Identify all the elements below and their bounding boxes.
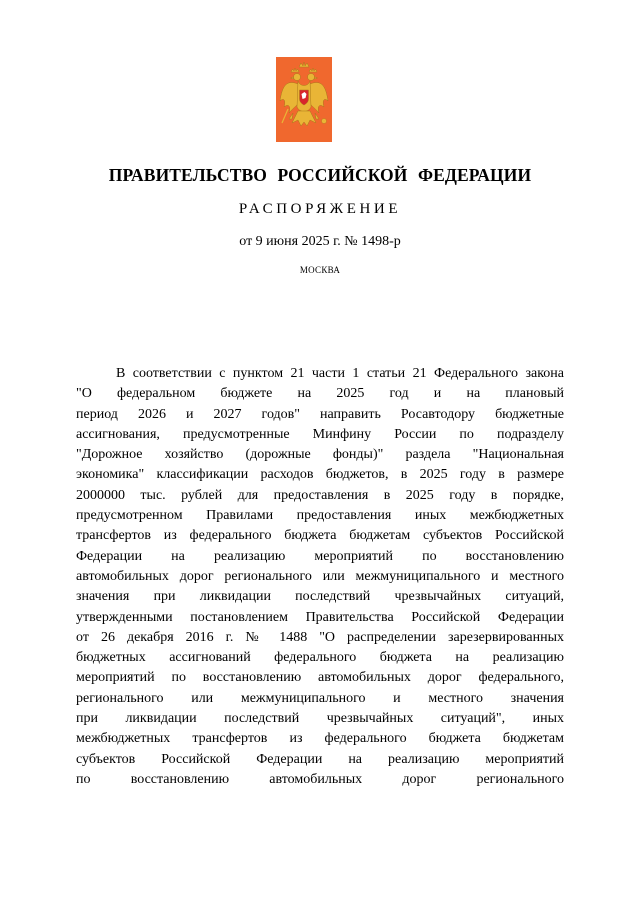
body-line: субъектов Российской Федерации на реализацию мероприятий xyxy=(76,751,564,767)
city-label: МОСКВА xyxy=(299,265,341,275)
body-line: предусмотренном Правилами предоставления иных межбюджетных xyxy=(76,508,564,524)
body-line: при ликвидации последствий чрезвычайных ситуаций", иных xyxy=(76,711,564,727)
coat-of-arms-icon xyxy=(276,57,332,142)
body-line: Федерации на реализацию мероприятий по восстановлению xyxy=(76,548,564,564)
order-body-text xyxy=(76,366,564,792)
body-line: период 2026 и 2027 годов" направить Росавтодору бюджетные xyxy=(76,406,564,422)
body-line: "О федеральном бюджете на 2025 год и на плановый xyxy=(76,386,564,402)
body-line: "Дорожное хозяйство (дорожные фонды)" раздела "Национальная xyxy=(76,447,564,463)
body-line: утвержденными постановлением Правительства Российской Федерации xyxy=(76,609,564,625)
government-title: ПРАВИТЕЛЬСТВО РОССИЙСКОЙ ФЕДЕРАЦИИ xyxy=(108,165,532,185)
body-line: экономика" классификации расходов бюджетов, в 2025 году в размере xyxy=(76,467,564,483)
body-line: по восстановлению автомобильных дорог регионального xyxy=(76,771,564,787)
document-date-number: от 9 июня 2025 г. № 1498-р xyxy=(239,234,401,249)
body-line: межбюджетных трансфертов из федерального бюджета бюджетам xyxy=(76,731,564,747)
body-line: бюджетных ассигнований федерального бюджета на реализацию xyxy=(76,650,564,666)
body-line: трансфертов из федерального бюджета бюджетам субъектов Российской xyxy=(76,528,564,544)
body-line: мероприятий по восстановлению автомобильных дорог федерального, xyxy=(76,670,564,686)
body-line: В соответствии с пунктом 21 части 1 статьи 21 Федерального закона xyxy=(116,366,564,381)
body-line: ассигнования, предусмотренные Минфину России по подразделу xyxy=(76,426,564,442)
body-line: значения при ликвидации последствий чрезвычайных ситуаций, xyxy=(76,589,564,605)
body-line: регионального или межмуниципального и местного значения xyxy=(76,690,564,706)
body-line: от 26 декабря 2016 г. № 1488 "О распределении зарезервированных xyxy=(76,629,564,645)
body-line: автомобильных дорог регионального или межмуниципального и местного xyxy=(76,568,564,584)
document-type: РАСПОРЯЖЕНИЕ xyxy=(238,201,402,217)
body-line: 2000000 тыс. рублей для предоставления в 2025 году в порядке, xyxy=(76,487,564,503)
